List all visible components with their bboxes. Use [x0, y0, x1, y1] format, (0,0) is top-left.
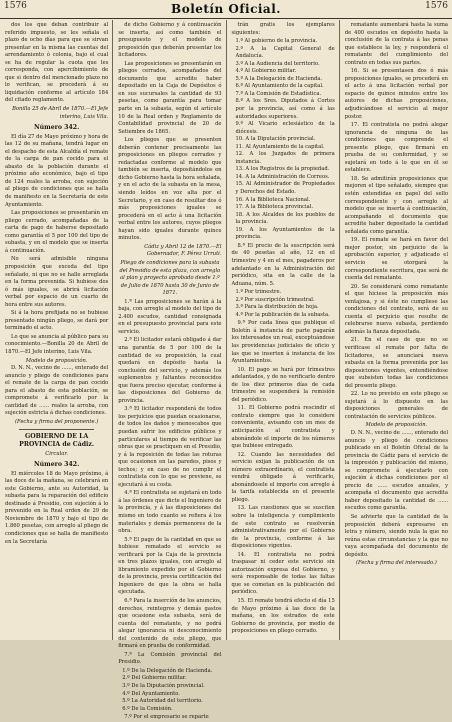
paragraph: 22. Lo no previsto en este pliego se sujetará á lo dispuesto en las disposiciones generales de contratación de servicios públicos.	[344, 391, 448, 420]
signature-note: (Fecha y firma del proponente.)	[15, 418, 99, 425]
numbered-list: 1.º Al gobierno de la provincia. 2.º A la Capital General de Andalucía. 3.º A la Audiencia del territorio. 4.º Al Gobierno militar. 5.º A la Delegación de Hacienda. 6.º Al Ayuntamiento de la capital. 7.º A la Comisión de Estadística. 8.º A los Sres. Diputados á Cortes por la provincia, así como á las autoridades superiores. 9.º Al Vicario eclesiástico de la diócesis. 10. A la Diputación provincial. 11. Al Ayuntamiento de la capital. 12. A los Juzgados de primera instancia. 13. A los Registros de la propiedad. 14. A la Administración de Correos. 15. Al Administrador de Propiedades y Derechos del Estado. 16. A la Biblioteca Nacional. 17. A la Biblioteca provincial. 18. A los Alcaldes de los pueblos de la provincia. 19. A los Ayuntamientos de la provincia.	[235, 38, 335, 241]
paragraph: rematante aumentará hasta la suma de 400 escudos en depósito hasta la conclusión de la contrata á las penas que establece la ley, y responderá el rematante del cumplimiento del contrato en todas sus partes.	[344, 22, 448, 66]
paragraph: 1.ª Las proposiciones se harán á la baja, con arreglo al modelo del tipo de 2.400 escudos, cantidad consignada en el presupuesto provincial para este servicio.	[118, 298, 222, 335]
paragraph: 17. El contratista no podrá alegar ignorancia de ninguna de las condiciones que comprende el presente pliego, que firmará en prueba de su conformidad, y se sujetará en todo á lo que en él se establece.	[344, 122, 448, 174]
paragraph: El día 27 de Mayo próximo y hora de las 12 de su mañana, tendrá lugar en el despacho de esta Alcaldía el remate de la carga de pan cocido para el abasto de la población durante el próximo año económico, bajo el tipo de 124 reales la arroba, con sujeción al pliego de condiciones que se halla de manifiesto en la Secretaría de este Ayuntamiento.	[5, 133, 109, 208]
paragraph: 2.ª El licitador estará obligado á dar una garantía de 5 por 100 de la cantidad de su proposición, la cual quedará en depósito hasta la conclusión del servicio, y además los suplementos y faltantes reconocidos que fuera preciso ejecutar, conforme á las disposiciones del Gobierno de provincia.	[118, 337, 222, 404]
section-subheading: Circular.	[45, 450, 68, 457]
text-columns	[0, 20, 452, 721]
paragraph: Las proposiciones se presentarán en pliego cerrado, acompañadas de la carta de pago de haberse depositado como garantía el 5 por 100 del tipo de subasta, y en el modelo que se inserta á continuación.	[5, 210, 109, 254]
paragraph: No será admisible ninguna proposición que exceda del tipo señalado, ni que no se halle arreglada en la forma prevenida. Si hubiese dos ó más iguales, se abrirá licitación verbal por espacio de un cuarto de hora entre sus autores.	[5, 256, 109, 308]
paragraph: 12. Cuando las necesidades del servicio exijan la publicación de un número extraordinario, el contratista vendrá obligado á verificarlo, abonándosele el importe con arreglo á la tarifa establecida en el presente pliego.	[231, 451, 335, 503]
paragraph: 16. Si se presentasen dos ó más proposiciones iguales, se procederá en el acto á una licitación verbal por espacio de quince minutos entre los autores de dichas proposiciones, adjudicándose el servicio al mejor postor.	[344, 68, 448, 120]
paragraph: Las proposiciones se presentarán en pliegos cerrados, acompañados del documento que acredite haber depositado en la Caja de Depósitos ó en sus sucursales la cantidad de 93 pesetas, como garantía para tomar parte en la subasta, según el artículo 10 de la Real orden y Reglamento de Contabilidad provincial de 20 de Setiembre de 1865.	[118, 60, 222, 135]
paragraph: dos los que deban contribuir al referido impuesto, se les señala el plazo de ocho días para que se sirvan presentar en la misma las cuentas del arrendamiento ó colonia, bajo el cual se ha de regular la cuota que les corresponda, con apercibimiento de que si dentro del mencionado plazo no lo verifican, se procederá á su liquidación conforme al artículo 184 del citado reglamento.	[5, 22, 109, 104]
paragraph: 6.ª Para la inserción de los anuncios, derechos, reintegros y demás gastos que ocasione esta subasta, será de cuenta del rematante, y no podrá alegar ignorancia ni desconocimiento del contenido de este pliego, que firmará en prueba de conformidad.	[118, 598, 222, 650]
paragraph: Se advierte que la cantidad de la proposición deberá expresarse en letra y número, siendo nula la que no reúna estas circunstancias y la que no vaya acompañada del documento de depósito.	[344, 514, 448, 558]
section-heading: Modelo de proposición.	[365, 422, 428, 429]
paragraph: D. N. N., vecino de ......, enterado del anuncio y pliego de condiciones para el remate de la carga de pan cocido para el abasto de esta población, se compromete á verificarlo por la cantidad de ...... reales la arroba, con sujeción estricta á dichas condiciones.	[5, 365, 109, 417]
paragraph: 7.º Por el empresario se reparte	[124, 714, 209, 721]
column-3	[227, 20, 340, 640]
signature-note: (Fecha y firma del interesado.)	[355, 560, 437, 567]
paragraph: 4.ª El contratista se sujetará en todo á las órdenes que dicte el Ingeniero de la provincia, y á las disposiciones del mismo en todo cuanto se refiera á los materiales y demás pormenores de la obra.	[118, 490, 222, 535]
signature-line: Bonilla 25 de Abril de 1870.—El Jefe interino, Luis Vila.	[12, 106, 109, 120]
paragraph: 7.ª La Comisión provincial del Presidio.	[118, 651, 222, 666]
section-heading: Número 342.	[34, 461, 80, 469]
column-1	[0, 20, 113, 640]
page-number-right: 1576	[425, 1, 448, 11]
divider	[19, 429, 94, 430]
paragraph: 11. El Gobierno podrá rescindir el contrato siempre que lo considere conveniente, avisando con un mes de anticipación al contratista y abonándole el importe de los números que hubiese entregado.	[231, 405, 335, 450]
paragraph: 5.ª El pago de la cantidad en que se hubiese rematado el servicio se verificará por la Caja de la provincia en tres plazos iguales, con arreglo al libramiento expedido por el Gobierno de la provincia, previa certificación del Ingeniero de que la obra se halla ejecutada.	[118, 536, 222, 596]
paragraph: de dicho Gobierno y á continuación se inserta, así como también el presupuesto y el modelo de proposición que deberán presentar los licitadores.	[118, 22, 222, 59]
section-heading: Pliego de condiciones para la subasta del Presidio de esta plaza, con arreglo al plan y proyecto aprobado desde 1.º de Julio de 1870 hasta 30 de Junio de 1871.	[119, 259, 221, 297]
paragraph: 18. Se admitirán proposiciones que mejoren el tipo señalado, siempre que estén extendidas en papel del sello correspondiente y con arreglo al modelo que se inserta á continuación, acompañando el documento que acredite haber depositado la cantidad señalada como garantía.	[344, 175, 448, 235]
paragraph: 10. El pago se hará por trimestres adelantados, y de no verificarlo dentro de los diez primeros días de cada trimestre se suspenderá la remisión del periódico.	[231, 366, 335, 403]
paragraph: D. N. N., vecino de ......, enterado del anuncio y pliego de condiciones publicado en el Boletín Oficial de la provincia de Cádiz para el servicio de la impresión y publicación del mismo, se compromete á ejecutarlo con sujeción á dichas condiciones por el precio de ...... escudos anuales, y acompaña el documento que acredita haber depositado la cantidad de ...... escudos como garantía.	[344, 429, 448, 512]
paragraph: Los pliegos que se presenten deberán contener precisamente las proposiciones en pliegos cerrados y redactadas conforme al modelo que también se inserta, depositándolos en dicho Gobierno hasta la hora señalada, y en el acto de la subasta en la mesa, siendo leídos en voz alta por el Secretario, y en caso de resultar dos ó más proposiciones iguales se procederá en el acto á una licitación verbal entre los autores, cuyos pliegos hayan sido iguales durante quince minutos.	[118, 137, 222, 242]
paragraph: El miércoles 18 de Mayo próximo, á las doce de la mañana, se celebrará en este Gobierno, ante su Autoridad, la subasta para la reparación del edificio destinado á Presidio, con sujeción á lo prevenido en la Real orden de 29 de Noviembre de 1870 y bajo el tipo de 1.860 pesetas, con arreglo al pliego de condiciones que se halla de manifiesto en la Secretaría	[5, 470, 109, 545]
paragraph: 13. Las cuestiones que se susciten sobre la inteligencia y cumplimiento de este contrato se resolverán administrativamente por el Gobierno de la provincia, conforme á las disposiciones vigentes.	[231, 505, 335, 550]
paragraph: 20. Se considerará como rematante el que hiciese la proposición más ventajosa, y si éste no cumpliese las condiciones del contrato, será de su cuenta el perjuicio que resulte de celebrarse nueva subasta, perdiendo además la fianza depositada.	[344, 283, 448, 335]
paragraph: 15. El remate tendrá efecto el día 15 de Mayo próximo á las doce de la mañana, en los estrados de este Gobierno de provincia, por medio de proposiciones en pliego cerrado.	[231, 598, 335, 635]
paragraph: Si á la hora prefijada no se hubiese presentado ningún pliego, se dará por terminado el acto.	[5, 310, 109, 332]
paragraph: trán gratis los ejemplares siguientes:	[231, 22, 335, 36]
column-4	[340, 20, 452, 640]
paragraph: 21. En el caso de que no se verificase el remate por falta de licitadores, se anunciará nueva subasta en la forma prevenida por las disposiciones vigentes, entendiéndose que subsisten todas las condiciones del presente pliego.	[344, 337, 448, 389]
paragraph: 19. El remate se hará en favor del mejor postor, sin perjuicio de la aprobación superior, y adjudicado el servicio se otorgará la correspondiente escritura, que será de cuenta del rematante.	[344, 237, 448, 282]
signature-line: Cádiz y Abril 12 de 1870.—El Gobernador, F. Pérez Urruti.	[144, 243, 222, 258]
page-number-left: 1576	[4, 1, 27, 11]
paragraph: 14. El contratista no podrá traspasar ni ceder este servicio sin autorización expresa del Gobierno, y será responsable de todas las faltas que se cometan en la publicación del periódico.	[231, 551, 335, 596]
paragraph: Lo que se anuncia al público para su conocimiento.—Bonilla 20 de Abril de 1870.—El Jefe interino, Luis Vila.	[5, 333, 109, 355]
page-title: Boletín Oficial.	[171, 2, 281, 16]
section-heading: Modelo de proposición.	[25, 357, 88, 364]
column-2	[113, 20, 226, 721]
section-heading: GOBIERNO DE LA PROVINCIA de Cádiz.	[19, 433, 95, 448]
paragraph: 9.ª Por cada línea que publique el Boletín á instancia de parte pagarán los interesados un real, exceptuándose las providencias judiciales de oficio y las que se inserten á instancia de los Ayuntamientos.	[231, 320, 335, 365]
page-header	[0, 0, 452, 19]
section-heading: Número 342.	[34, 124, 80, 132]
numbered-list: 1.º Por trimestre. 2.º Por suscripción trimestral. 3.º Para la distribución de hoja. 4.º Por la publicación de la subasta.	[235, 289, 330, 318]
numbered-list: 1.º De la Delegación de Hacienda. 2.º Del Gobierno militar. 3.º De la Diputación provincial. 4.º Del Ayuntamiento. 5.º La Autoridad del territorio. 6.º De la Comisión.	[122, 667, 213, 712]
paragraph: 8.ª El precio de la suscripción será de 40 pesetas al año, 12 en el trimestre y 4 en el mes, pagaderos por adelantado en la Administración del periódico, sita en la calle de la Aduana, núm. 5.	[231, 242, 335, 287]
paragraph: 3.ª El licitador responderá de todos los perjuicios que puedan ocasionarse, de todos los daños y menoscabos que puedan sufrir los edificios públicos y particulares al tiempo de verificar las obras que se practiquen en el Presidio, y á la reposición de todas las roturas que ocasionen en las paredes, pisos y techos; y en caso de no cumplir el contratista con lo que se previene, se ejecutará á su costa.	[118, 406, 222, 488]
